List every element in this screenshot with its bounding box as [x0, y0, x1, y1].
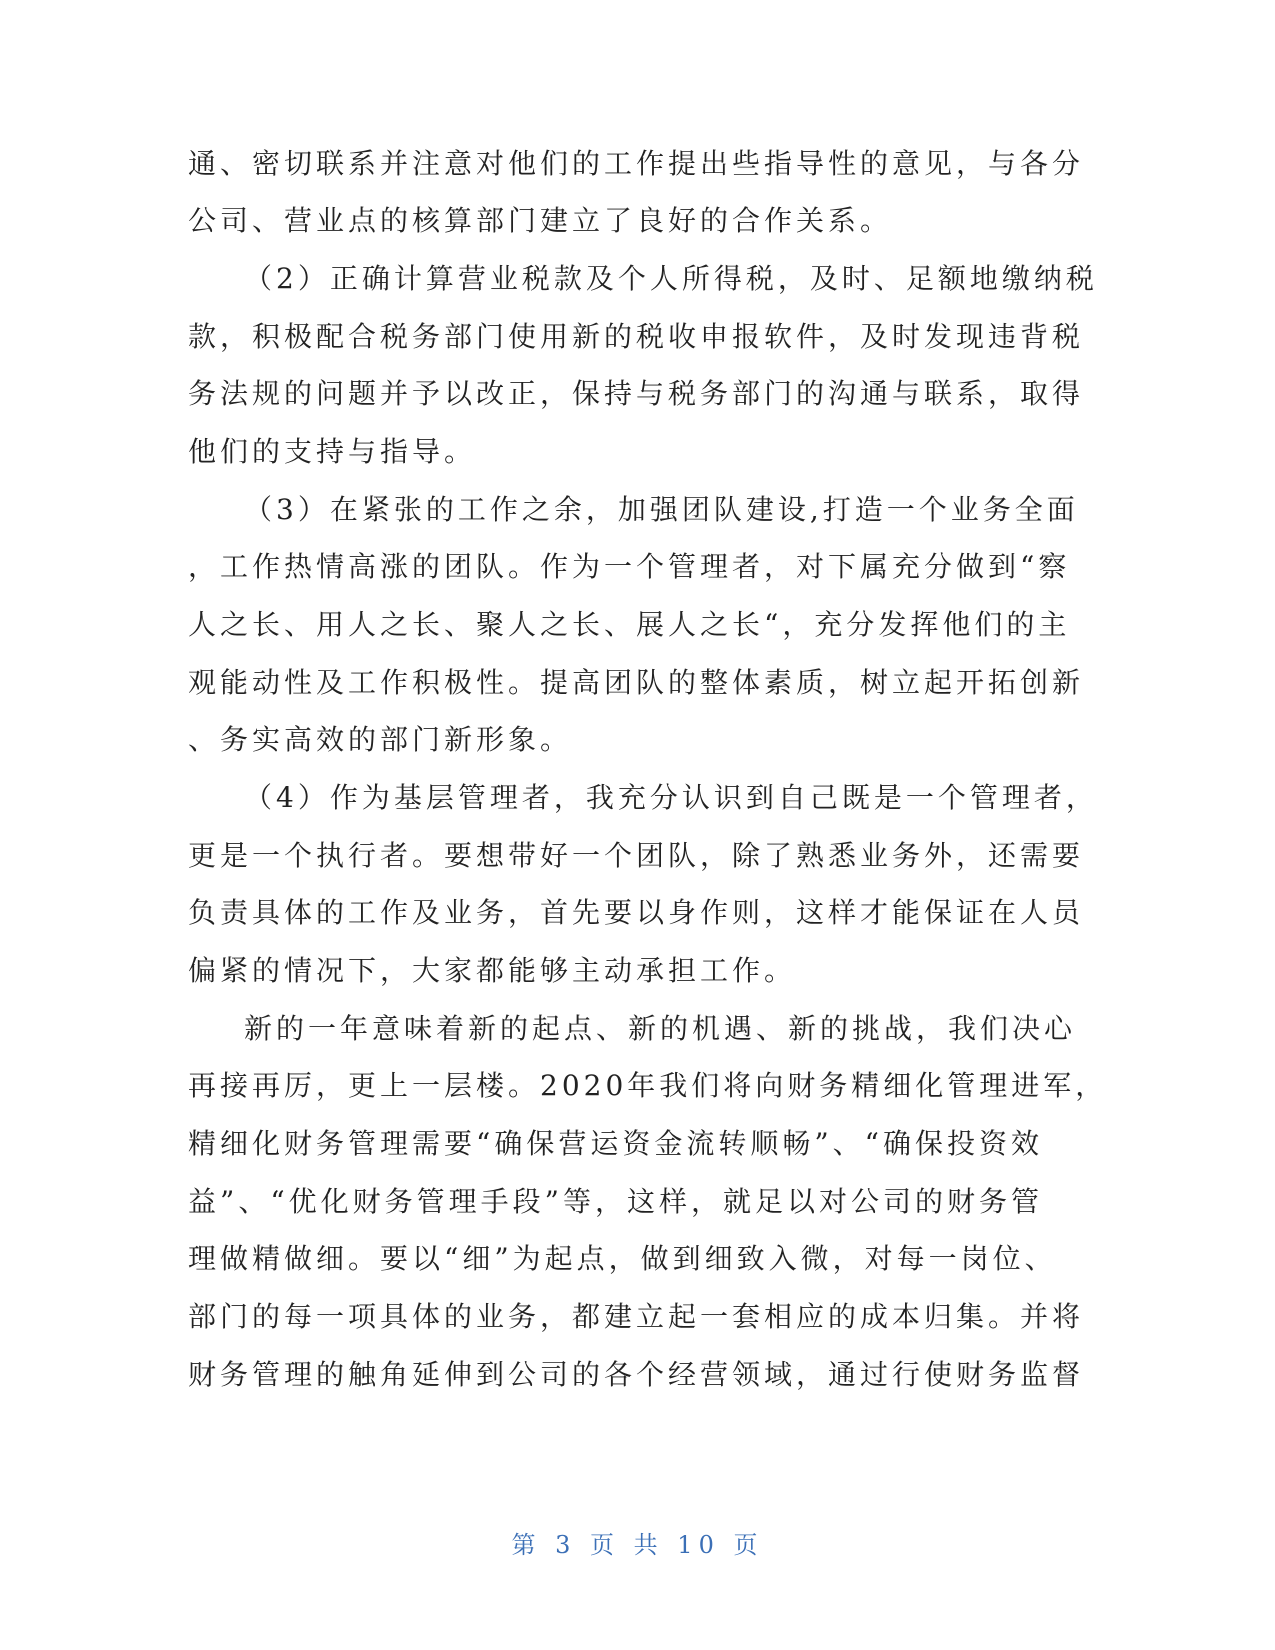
text-line: 理做精做细。要以“细”为起点，做到细致入微，对每一岗位、 [188, 1242, 1057, 1275]
text-line: 益”、“优化财务管理手段”等，这样，就足以对公司的财务管 [188, 1185, 1043, 1218]
text-line: 他们的支持与指导。 [188, 435, 477, 468]
text-line: 财务管理的触角延伸到公司的各个经营领域，通过行使财务监督 [188, 1358, 1085, 1391]
text-line: 务法规的问题并予以改正，保持与税务部门的沟通与联系，取得 [188, 377, 1085, 410]
text-line: 更是一个执行者。要想带好一个团队，除了熟悉业务外，还需要 [188, 839, 1085, 872]
text-line: 款，积极配合税务部门使用新的税收申报软件，及时发现违背税 [188, 320, 1085, 353]
text-line: （3）在紧张的工作之余，加强团队建设,打造一个业务全面 [244, 493, 1079, 526]
page-number-footer: 第 3 页 共 10 页 [511, 1531, 764, 1559]
text-line: 部门的每一项具体的业务，都建立起一套相应的成本归集。并将 [188, 1300, 1085, 1333]
text-line: （2）正确计算营业税款及个人所得税，及时、足额地缴纳税 [244, 262, 1098, 295]
text-line: ，工作热情高涨的团队。作为一个管理者，对下属充分做到“察 [188, 550, 1071, 583]
text-line: 观能动性及工作积极性。提高团队的整体素质，树立起开拓创新 [188, 666, 1085, 699]
text-line: 精细化财务管理需要“确保营运资金流转顺畅”、“确保投资效 [188, 1127, 1043, 1160]
text-line: 、务实高效的部门新形象。 [188, 723, 573, 756]
text-line: 公司、营业点的核算部门建立了良好的合作关系。 [188, 204, 893, 237]
text-line: 通、密切联系并注意对他们的工作提出些指导性的意见，与各分 [188, 147, 1085, 180]
text-line: （4）作为基层管理者，我充分认识到自己既是一个管理者， [244, 781, 1098, 814]
text-line: 新的一年意味着新的起点、新的机遇、新的挑战，我们决心 [244, 1012, 1077, 1045]
text-line: 人之长、用人之长、聚人之长、展人之长“，充分发挥他们的主 [188, 608, 1071, 641]
text-line: 负责具体的工作及业务，首先要以身作则，这样才能保证在人员 [188, 896, 1085, 929]
text-line: 偏紧的情况下，大家都能够主动承担工作。 [188, 954, 797, 987]
text-line: 再接再厉，更上一层楼。2020年我们将向财务精细化管理进军， [188, 1069, 1108, 1102]
